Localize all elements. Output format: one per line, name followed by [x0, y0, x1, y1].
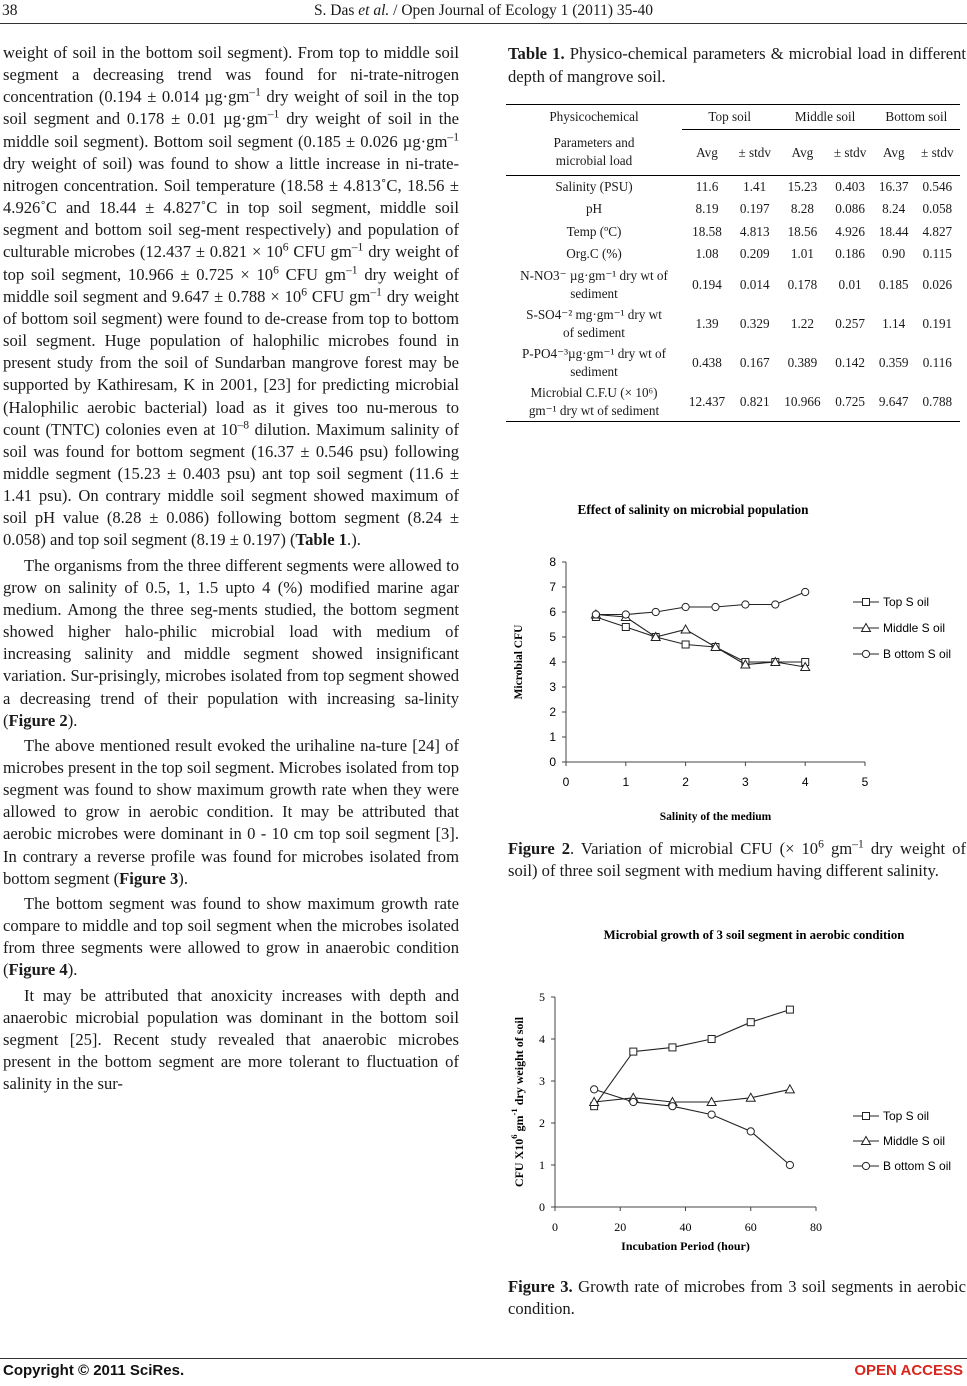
left-column — [3, 42, 459, 1095]
y-axis-label-part: CFU X10 — [512, 1138, 526, 1188]
page-number: 38 — [2, 2, 18, 19]
table-row — [506, 383, 960, 422]
y-axis-label-part: -1 — [509, 1108, 519, 1116]
legend-label-2: B ottom S oil — [883, 647, 952, 661]
table-cell: 4.827 — [922, 223, 953, 239]
table-cell: 0.142 — [835, 355, 865, 370]
table-cell: 8.28 — [790, 201, 814, 217]
figure-3-caption: Figure 3. Growth rate of microbes from 3 soil segments in aerobic condition. — [508, 1277, 967, 1318]
table-head-middle-soil: Middle soil — [777, 105, 872, 130]
table-head-bottom-soil: Bottom soil — [873, 105, 960, 130]
table-head-top-soil: Top soil — [682, 105, 777, 130]
table-sub-avg: Avg — [777, 130, 827, 176]
y-tick-label: 1 — [539, 1158, 545, 1172]
table-cell: 11.6 — [695, 179, 719, 194]
table-cell: 0.058 — [922, 201, 953, 217]
figure-2-label: Figure 2 — [508, 839, 571, 858]
table-cell: 0.194 — [692, 277, 722, 292]
table-row-label: Temp (ºC) — [566, 223, 622, 239]
x-tick-label: 3 — [742, 775, 749, 789]
x-axis-label: Incubation Period (hour) — [621, 1239, 750, 1253]
table-row-label: N-NO3⁻ µg·gm⁻¹ dry wt of sediment — [520, 268, 668, 301]
figure-3-label: Figure 3. — [508, 1277, 573, 1296]
table-row — [506, 243, 960, 266]
figure-2-chart — [508, 496, 966, 826]
y-tick-label: 8 — [549, 555, 556, 569]
table-cell: 0.086 — [835, 201, 865, 217]
series-line-1 — [594, 1089, 790, 1102]
table-row-label: Microbial C.F.U (× 10⁶) gm⁻¹ dry wt of sediment — [506, 383, 682, 422]
table-row — [506, 221, 960, 244]
table-cell: 1.41 — [743, 179, 767, 194]
table-sub-stdv: ± stdv — [827, 130, 872, 176]
data-point-circle-2-7 — [802, 588, 809, 595]
table-cell: 18.44 — [878, 223, 909, 239]
table-cell: 0.546 — [922, 179, 953, 194]
x-tick-label: 2 — [682, 775, 689, 789]
table-cell: 0.197 — [739, 201, 770, 217]
y-axis-label-part: 6 — [509, 1134, 519, 1139]
table-cell: 9.647 — [873, 383, 915, 422]
data-point-circle-legend-2 — [862, 1162, 869, 1169]
y-axis-label — [509, 1016, 526, 1187]
x-tick-label: 0 — [562, 775, 570, 789]
data-point-circle-2-2 — [669, 1103, 676, 1110]
chart-title: Microbial growth of 3 soil segment in aerobic condition — [603, 928, 905, 942]
table-cell: 15.23 — [787, 179, 818, 194]
table-cell: 16.37 — [878, 179, 909, 194]
data-point-square-legend-0 — [863, 1113, 870, 1120]
copyright: Copyright © 2011 SciRes. — [3, 1362, 185, 1379]
data-point-square-0-3 — [682, 641, 689, 648]
table-row — [506, 176, 960, 199]
page-footer — [0, 1362, 967, 1384]
data-point-circle-2-2 — [652, 608, 659, 615]
x-tick-label: 4 — [801, 775, 809, 789]
data-point-square-0-1 — [622, 624, 629, 631]
table-cell: 1.39 — [695, 316, 719, 331]
table-cell: 12.437 — [682, 383, 732, 422]
table-row-label: Salinity (PSU) — [555, 179, 633, 194]
table-cell: 0.026 — [922, 277, 953, 292]
y-tick-label: 5 — [539, 990, 545, 1004]
table-cell: 10.966 — [777, 383, 827, 422]
table-cell: 0.167 — [739, 355, 770, 370]
data-point-circle-2-4 — [747, 1128, 754, 1135]
open-access-label: OPEN ACCESS — [854, 1362, 963, 1379]
data-point-square-0-2 — [669, 1044, 676, 1051]
y-tick-label: 7 — [549, 580, 556, 594]
table-1-ref[interactable]: Table 1 — [295, 530, 348, 550]
y-tick-label: 0 — [549, 755, 556, 769]
data-point-circle-legend-2 — [862, 650, 869, 657]
data-point-circle-2-4 — [712, 603, 719, 610]
table-cell: 0.438 — [692, 355, 722, 370]
table-row-label: P-PO4⁻³µg·gm⁻¹ dry wt of sediment — [521, 346, 667, 379]
x-tick-label: 20 — [614, 1220, 627, 1234]
table-row-label: Org.C (%) — [566, 246, 622, 262]
x-tick-label: 0 — [552, 1220, 558, 1234]
figure-2-ref[interactable]: Figure 2 — [8, 710, 68, 730]
y-tick-label: 1 — [549, 730, 556, 744]
table-head-param-1: Physicochemical — [506, 105, 682, 130]
paragraph-1: weight of soil in the bottom soil segment). From top to middle soil segment a decreasing trend was found for ni-trate-nitrogen concentration (0.194 ± 0.014 $\mu g\cdot gm^{-1}$ dry weight of soil in the top soil segment and 0.178 ± 0.01 $\mu g\cdot gm^{-1}$ dry weight of soil in the middle soil segment). Bottom soil segment (0.185 ± 0.026 $\mu g\cdot gm^{-1}$ dry weight of soil) was found to show a little increase in ni-trate-nitrogen concentration. Soil temperature (18.58 ± 4.813˚C, 18.56 ± 4.926˚C and 18.44 ± 4.827˚C in top soil segment, middle soil segment and bottom soil seg-ment respectively) and population of culturable microbes ($12.437 \pm 0.821 \times 10^6$ CFU $gm^{-1}$ dry weight of top soil segment, $10.966 \pm 0.725 \times 10^6$ CFU $gm^{-1}$ dry weight of middle soil segment and $9.647 \pm 0.788 \times 10^6$ CFU $gm^{-1}$ dry weight of bottom soil segment) were found to de-crease from top to bottom soil segment. Huge population of halophilic microbes found in present study from the soil of Sundarban mangrove forest may be supported by Kathiresam, K in 2001, [23] for predicting microbial (Halophilic aerobic bacterial) load as it gives too nu-merous to count (TNTC) colonies even at $10^{-8}$ dilution. Maximum salinity of soil was found for bottom segment (16.37 ± 0.546 psu) following middle segment (15.23 ± 0.403 psu) ant top soil segment (11.6 ± 1.41 psu). On contrary middle soil segment showed maximum of soil pH value (8.28 ± 0.086) following bottom segment (8.24 ± 0.058) and top soil segment (8.19 ± 0.197) (Table 1.). — [3, 43, 459, 550]
y-tick-label: 4 — [549, 655, 556, 669]
paragraph-3: The above mentioned result evoked the urihaline na-ture [24] of microbes present in the top soil segment. Microbes isolated from top segment was found to show maximum growth rate when they were allowed to grow in aerobic condition. It may be attributed that aerobic microbes were dominant in 0 - 10 cm top soil segment [3]. In contrary a reverse profile was found for microbes isolated from bottom segment (Figure 3). — [3, 735, 459, 888]
x-tick-label: 80 — [810, 1220, 822, 1234]
paragraph-5: It may be attributed that anoxicity increases with depth and anaerobic microbial population was dominant in the bottom soil segment [25]. Recent study revealed that anaerobic microbes present in the bottom segment are more tolerant to fluctuation of salinity in the sur- — [3, 985, 459, 1094]
y-tick-label: 2 — [549, 705, 556, 719]
table-cell: 1.01 — [790, 246, 814, 262]
legend-label-2: B ottom S oil — [883, 1159, 952, 1173]
table-row-label: pH — [585, 201, 603, 217]
y-tick-label: 6 — [549, 605, 556, 619]
data-point-circle-2-1 — [630, 1098, 637, 1105]
table-cell: 18.58 — [692, 223, 722, 239]
table-cell: 0.115 — [922, 246, 952, 262]
table-cell: 0.178 — [787, 277, 818, 292]
paragraph-4: The bottom segment was found to show maximum growth rate compare to middle and top soil segment when the microbes isolated from three segments were allowed to grow in anaerobic condition (Figure 4). — [3, 893, 459, 980]
running-header — [0, 2, 967, 22]
y-tick-label: 3 — [539, 1074, 545, 1088]
table-cell: 0.116 — [922, 355, 952, 370]
table-cell: 0.014 — [739, 277, 770, 292]
table-cell: 18.56 — [787, 223, 818, 239]
y-tick-label: 2 — [539, 1116, 545, 1130]
table-1-label: Table 1. — [508, 44, 565, 63]
table-cell: 0.186 — [835, 246, 865, 262]
data-point-circle-2-3 — [708, 1111, 715, 1118]
data-point-square-0-1 — [630, 1048, 637, 1055]
table-cell: 0.725 — [827, 383, 872, 422]
x-tick-label: 60 — [744, 1220, 757, 1234]
legend-label-0: Top S oil — [883, 1109, 930, 1123]
data-point-circle-2-5 — [742, 601, 749, 608]
table-head-param-2: Parameters and microbial load — [506, 130, 682, 176]
running-title: S. Das et al. / Open Journal of Ecology 1 (2011) 35-40 — [313, 2, 654, 19]
y-tick-label: 4 — [539, 1032, 545, 1046]
table-cell: 0.209 — [739, 246, 770, 262]
table-cell: 1.14 — [882, 316, 906, 331]
x-axis-label: Salinity of the medium — [659, 811, 772, 823]
table-cell: 0.185 — [878, 277, 909, 292]
table-cell: 0.191 — [922, 316, 953, 331]
data-point-circle-2-5 — [786, 1161, 793, 1168]
table-cell: 0.403 — [835, 179, 865, 194]
footer-rule — [0, 1358, 967, 1359]
y-axis-label: Microbial CFU — [513, 624, 525, 700]
table-1 — [506, 104, 960, 422]
data-point-triangle-1-5 — [785, 1085, 794, 1093]
table-sub-stdv: ± stdv — [732, 130, 777, 176]
chart-title: Effect of salinity on microbial population — [577, 502, 809, 517]
table-row — [506, 305, 960, 344]
table-row — [506, 198, 960, 221]
data-point-circle-2-0 — [591, 1086, 598, 1093]
table-row — [506, 344, 960, 383]
table-cell: 0.389 — [787, 355, 818, 370]
y-axis-label-part: dry weight of soil — [512, 1016, 526, 1109]
table-cell: 8.24 — [882, 201, 906, 217]
table-1-caption: Table 1. Physico-chemical parameters & microbial load in different depth of mangrove soil. — [508, 44, 966, 86]
table-row — [506, 266, 960, 305]
x-tick-label: 5 — [861, 775, 869, 789]
table-cell: 0.821 — [732, 383, 777, 422]
y-tick-label: 3 — [549, 680, 556, 694]
table-sub-avg: Avg — [682, 130, 732, 176]
table-cell: 4.813 — [739, 223, 770, 239]
figure-3-ref[interactable]: Figure 3 — [119, 868, 179, 888]
series-line-0 — [594, 1010, 790, 1107]
data-point-square-0-4 — [747, 1019, 754, 1026]
y-axis-label-part: gm — [512, 1115, 526, 1135]
legend-label-1: Middle S oil — [883, 1134, 946, 1148]
data-point-square-0-3 — [708, 1036, 715, 1043]
data-point-square-legend-0 — [863, 599, 870, 606]
y-tick-label: 0 — [539, 1200, 545, 1214]
header-rule — [0, 23, 967, 24]
figure-3-chart — [508, 922, 966, 1267]
table-cell: 1.22 — [790, 316, 814, 331]
data-point-circle-2-6 — [772, 601, 779, 608]
series-line-2 — [594, 1089, 790, 1165]
data-point-circle-2-0 — [592, 611, 599, 618]
table-cell: 0.90 — [882, 246, 906, 262]
figure-2-caption: Figure 2. Variation of microbial CFU (× $10^6$ $gm^{-1}$ dry weight of soil) of three soil segment with medium having different salinity. — [508, 837, 966, 880]
table-sub-stdv: ± stdv — [915, 130, 960, 176]
data-point-square-0-5 — [786, 1006, 793, 1013]
legend-label-0: Top S oil — [883, 595, 930, 609]
data-point-triangle-1-3 — [681, 625, 690, 633]
figure-4-ref[interactable]: Figure 4 — [8, 960, 68, 980]
table-cell: 0.329 — [739, 316, 770, 331]
table-cell: 0.01 — [838, 277, 862, 292]
x-tick-label: 1 — [622, 775, 630, 789]
table-cell: 4.926 — [835, 223, 865, 239]
table-row-label: S-SO4⁻² mg·gm⁻¹ dry wt of sediment — [526, 307, 662, 340]
y-tick-label: 5 — [549, 630, 556, 644]
data-point-circle-2-3 — [682, 603, 689, 610]
table-cell: 0.359 — [878, 355, 909, 370]
table-cell: 1.08 — [695, 246, 719, 262]
legend-label-1: Middle S oil — [883, 621, 946, 635]
data-point-circle-2-1 — [622, 611, 629, 618]
table-sub-avg: Avg — [873, 130, 915, 176]
x-tick-label: 40 — [679, 1220, 692, 1234]
table-cell: 0.257 — [835, 316, 865, 331]
table-cell: 0.788 — [915, 383, 960, 422]
table-cell: 8.19 — [695, 201, 719, 217]
paragraph-2: The organisms from the three different segments were allowed to grow on salinity of 0.5, 1, 1.5 upto 4 (%) modified marine agar medium. Among the three seg-ments studied, the bottom segment showed higher halo-philic microbial load with medium of increasing salinity and middle segment showed insignificant variation. Sur-prisingly, microbes isolated from top segment showed a decreasing trend of their population with increasing sa-linity (Figure 2). — [3, 555, 459, 730]
